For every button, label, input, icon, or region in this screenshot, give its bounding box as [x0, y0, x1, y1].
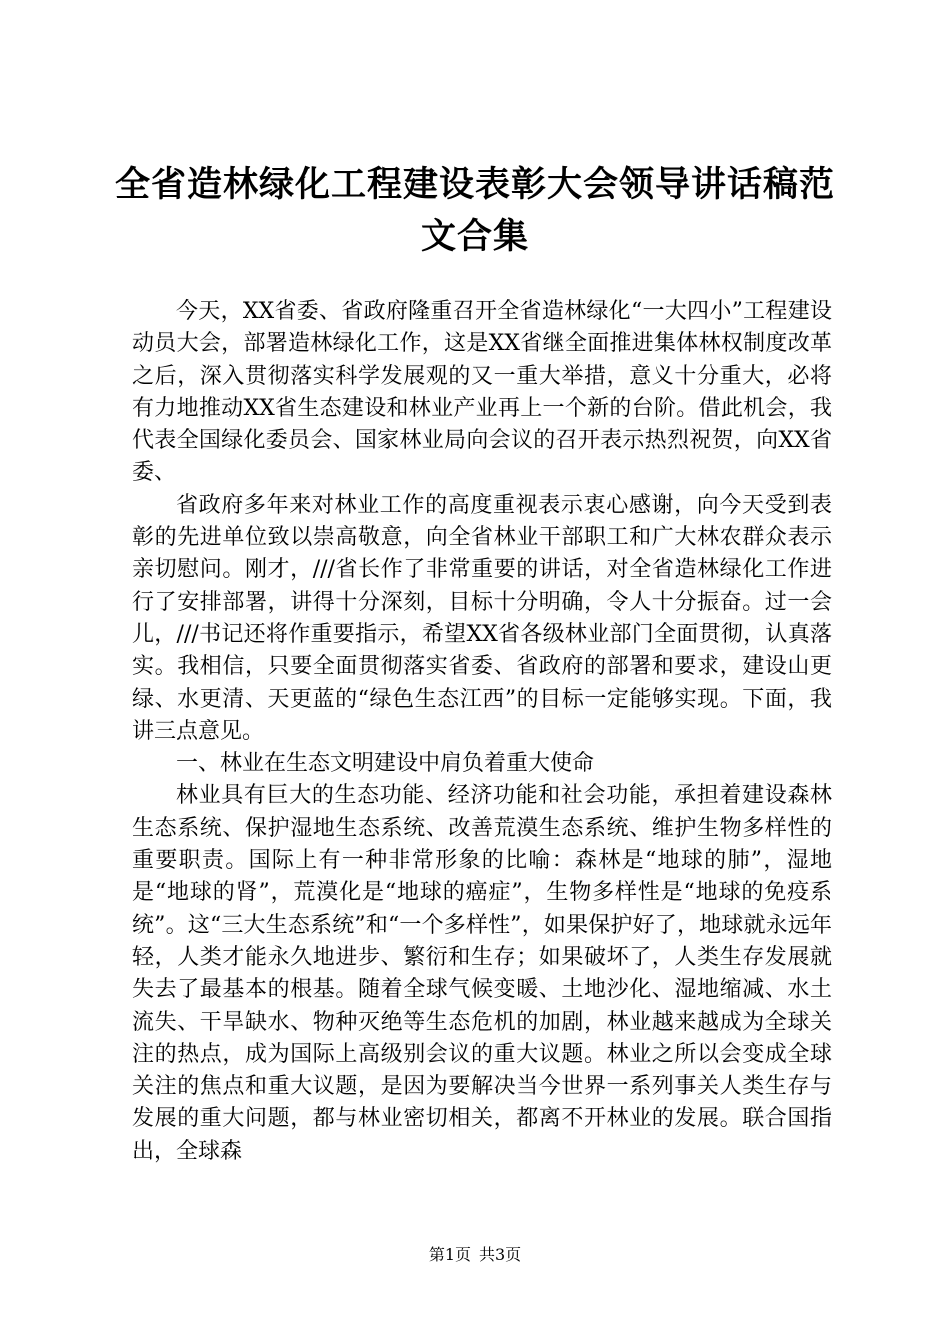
document-title-line-2: 文合集 — [420, 217, 529, 257]
section-paragraph: 林业具有巨大的生态功能、经济功能和社会功能，承担着建设森林生态系统、保护湿地生态系统、改善荒漠生态系统、维护生物多样性的重要职责。国际上有一种非常形象的比喻：森林是“地球的肺”，湿地是“地球的肾”，荒漠化是“地球的癌症”，生物多样性是“地球的免疫系统”。这“三大生态系统”和“一个多样性”，如果保护好了，地球就永远年轻，人类才能永久地进步、繁衍和生存；如果破坏了，人类生存发展就失去了最基本的根基。随着全球气候变暖、土地沙化、湿地缩减、水土流失、干旱缺水、物种灭绝等生态危机的加剧，林业越来越成为全球关注的热点，成为国际上高级别会议的重大议题。林业之所以会变成全球关注的焦点和重大议题，是因为要解决当今世界一系列事关人类生存与发展的重大问题，都与林业密切相关，都离不开林业的发展。联合国指出，全球森 — [132, 783, 832, 1164]
section-heading: 一、林业在生态文明建设中肩负着重大使命 — [176, 751, 595, 777]
page-number-current: 第1页 — [428, 1245, 471, 1264]
body-paragraph-2: 省政府多年来对林业工作的高度重视表示衷心感谢，向今天受到表彰的先进单位致以崇高敬意，向全省林业干部职工和广大林农群众表示亲切慰问。刚才，///省长作了非常重要的讲话，对全省造林绿化工作进行了安排部署，讲得十分深刻，目标十分明确，令人十分振奋。过一会儿，///书记还将作重要指示，希望XX省各级林业部门全面贯彻，认真落实。我相信，只要全面贯彻落实省委、省政府的部署和要求，建设山更绿、水更清、天更蓝的“绿色生态江西”的目标一定能够实现。下面，我讲三点意见。 — [132, 492, 832, 744]
page-number-total: 共3页 — [479, 1245, 522, 1264]
document-title — [110, 160, 840, 262]
document-body — [132, 296, 832, 1168]
body-paragraph-1: 今天，XX省委、省政府隆重召开全省造林绿化“一大四小”工程建设动员大会，部署造林绿化工作，这是XX省继全面推进集体林权制度改革之后，深入贯彻落实科学发展观的又一重大举措，意义十分重大，必将有力地推动XX省生态建设和林业产业再上一个新的台阶。借此机会，我代表全国绿化委员会、国家林业局向会议的召开表示热烈祝贺，向XX省委、 — [132, 299, 832, 486]
page-footer — [0, 1245, 950, 1265]
document-title-line-1: 全省造林绿化工程建设表彰大会领导讲话稿范 — [114, 165, 835, 205]
